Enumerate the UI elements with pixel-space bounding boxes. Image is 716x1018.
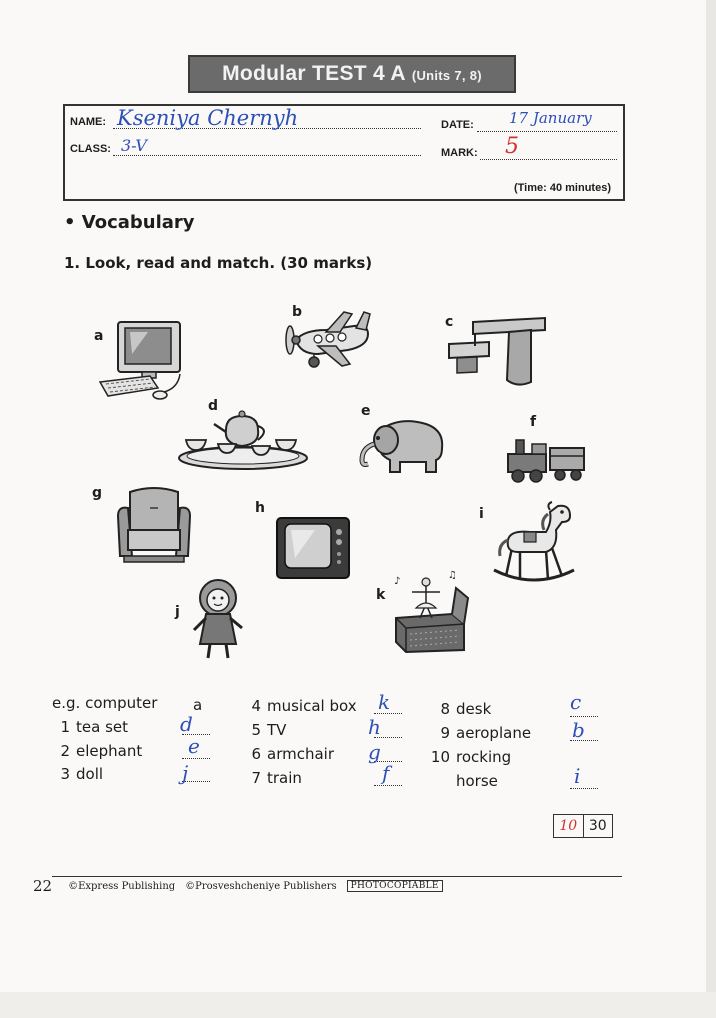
score-box [553, 814, 613, 838]
svg-text:♫: ♫ [448, 570, 457, 581]
answer-row-2 [50, 742, 142, 760]
handwritten-answer-3: j [182, 761, 189, 785]
answer-row-1 [50, 718, 128, 736]
pic-label-g: g [92, 485, 103, 501]
answer-row-10-cont [430, 772, 498, 790]
answer-example [52, 694, 157, 712]
name-value: Kseniya Chernyh [117, 106, 299, 130]
handwritten-answer-7: f [382, 761, 390, 785]
answer-word: computer [85, 694, 158, 712]
photocopiable-badge: PHOTOCOPIABLE [347, 880, 443, 892]
handwritten-answer-10: i [574, 764, 581, 788]
answer-word: horse [456, 772, 498, 790]
answer-word: tea set [76, 718, 128, 736]
date-label: DATE: [441, 119, 474, 131]
tea-set-icon [176, 410, 310, 472]
answer-word: desk [456, 700, 492, 718]
answer-line-2[interactable] [182, 758, 210, 759]
answer-row-10 [430, 748, 511, 766]
handwritten-answer-9: b [572, 718, 585, 742]
handwritten-answer-4: k [378, 690, 391, 714]
answer-word: aeroplane [456, 724, 532, 742]
page-edge-right [706, 0, 716, 1018]
test-title-bar [188, 55, 516, 93]
mark-label: MARK: [441, 147, 478, 159]
test-title: Modular TEST 4 A [222, 62, 406, 85]
student-info-box [63, 104, 625, 201]
score-value: 10 [559, 818, 578, 834]
pic-label-d: d [208, 398, 219, 414]
answer-num: 3 [60, 765, 70, 783]
answer-word: train [267, 769, 302, 787]
answer-row-3 [50, 765, 103, 783]
elephant-icon [356, 414, 448, 476]
answer-num: 7 [251, 769, 261, 787]
pic-label-h: h [255, 500, 265, 516]
mark-value: 5 [505, 134, 519, 159]
answer-num: 9 [440, 724, 450, 742]
desk-icon [445, 316, 549, 388]
answer-num: 2 [60, 742, 70, 760]
score-total: 30 [583, 815, 613, 837]
handwritten-answer-1: d [180, 712, 193, 736]
pic-label-k: k [376, 587, 386, 603]
handwritten-answer-6: g [368, 740, 381, 764]
publisher-1: ©Express Publishing [68, 880, 176, 892]
time-limit: (Time: 40 minutes) [514, 182, 611, 194]
pic-label-c: c [445, 314, 454, 330]
train-icon [504, 432, 588, 484]
exercise-instruction: 1. Look, read and match. (30 marks) [64, 254, 373, 272]
answer-row-6 [241, 745, 334, 763]
answer-num: 1 [60, 718, 70, 736]
answer-word: elephant [76, 742, 143, 760]
answer-line-8[interactable] [570, 716, 598, 717]
answer-num: 4 [251, 697, 261, 715]
publisher-2: ©Prosveshcheniye Publishers [185, 880, 337, 892]
answer-num: e.g. [52, 694, 81, 712]
page-edge-bottom [0, 992, 716, 1018]
name-label: NAME: [70, 116, 107, 128]
answer-row-5 [241, 721, 286, 739]
answer-num: 10 [430, 748, 450, 766]
pic-label-i: i [479, 506, 484, 522]
answer-line-7[interactable] [374, 785, 402, 786]
answer-row-7 [241, 769, 302, 787]
armchair-icon [114, 486, 194, 568]
pic-label-b: b [292, 304, 303, 320]
date-line [477, 131, 617, 132]
test-subtitle: (Units 7, 8) [411, 68, 482, 83]
footer [33, 877, 443, 895]
answer-word: rocking [456, 748, 512, 766]
mark-line [480, 159, 617, 160]
answer-num: 8 [440, 700, 450, 718]
answer-num: 6 [251, 745, 261, 763]
page-number: 22 [33, 877, 53, 895]
rocking-horse-icon [490, 500, 578, 592]
class-line [113, 155, 421, 156]
answer-word: TV [267, 721, 287, 739]
pic-label-j: j [175, 604, 180, 620]
answer-num: 5 [251, 721, 261, 739]
pic-label-e: e [361, 403, 371, 419]
handwritten-answer-5: h [368, 715, 381, 739]
date-value: 17 January [509, 109, 592, 127]
class-value: 3-V [121, 136, 147, 155]
answer-row-8 [430, 700, 491, 718]
section-heading: • Vocabulary [64, 212, 195, 233]
pic-label-f: f [530, 414, 537, 430]
class-label: CLASS: [70, 143, 111, 155]
musical-box-icon [390, 570, 474, 654]
svg-text:♪: ♪ [394, 576, 401, 587]
answer-row-9 [430, 724, 531, 742]
answer-row-4 [241, 697, 357, 715]
aeroplane-icon [278, 306, 374, 376]
handwritten-answer-8: c [570, 690, 582, 714]
answer-example-letter: a [193, 696, 203, 714]
pic-label-a: a [94, 328, 104, 344]
handwritten-answer-2: e [188, 734, 200, 758]
tv-icon [273, 514, 353, 584]
answer-word: musical box [267, 697, 357, 715]
computer-icon [98, 318, 190, 402]
answer-word: doll [76, 765, 104, 783]
answer-word: armchair [267, 745, 334, 763]
doll-icon [190, 578, 246, 662]
answer-line-10[interactable] [570, 788, 598, 789]
